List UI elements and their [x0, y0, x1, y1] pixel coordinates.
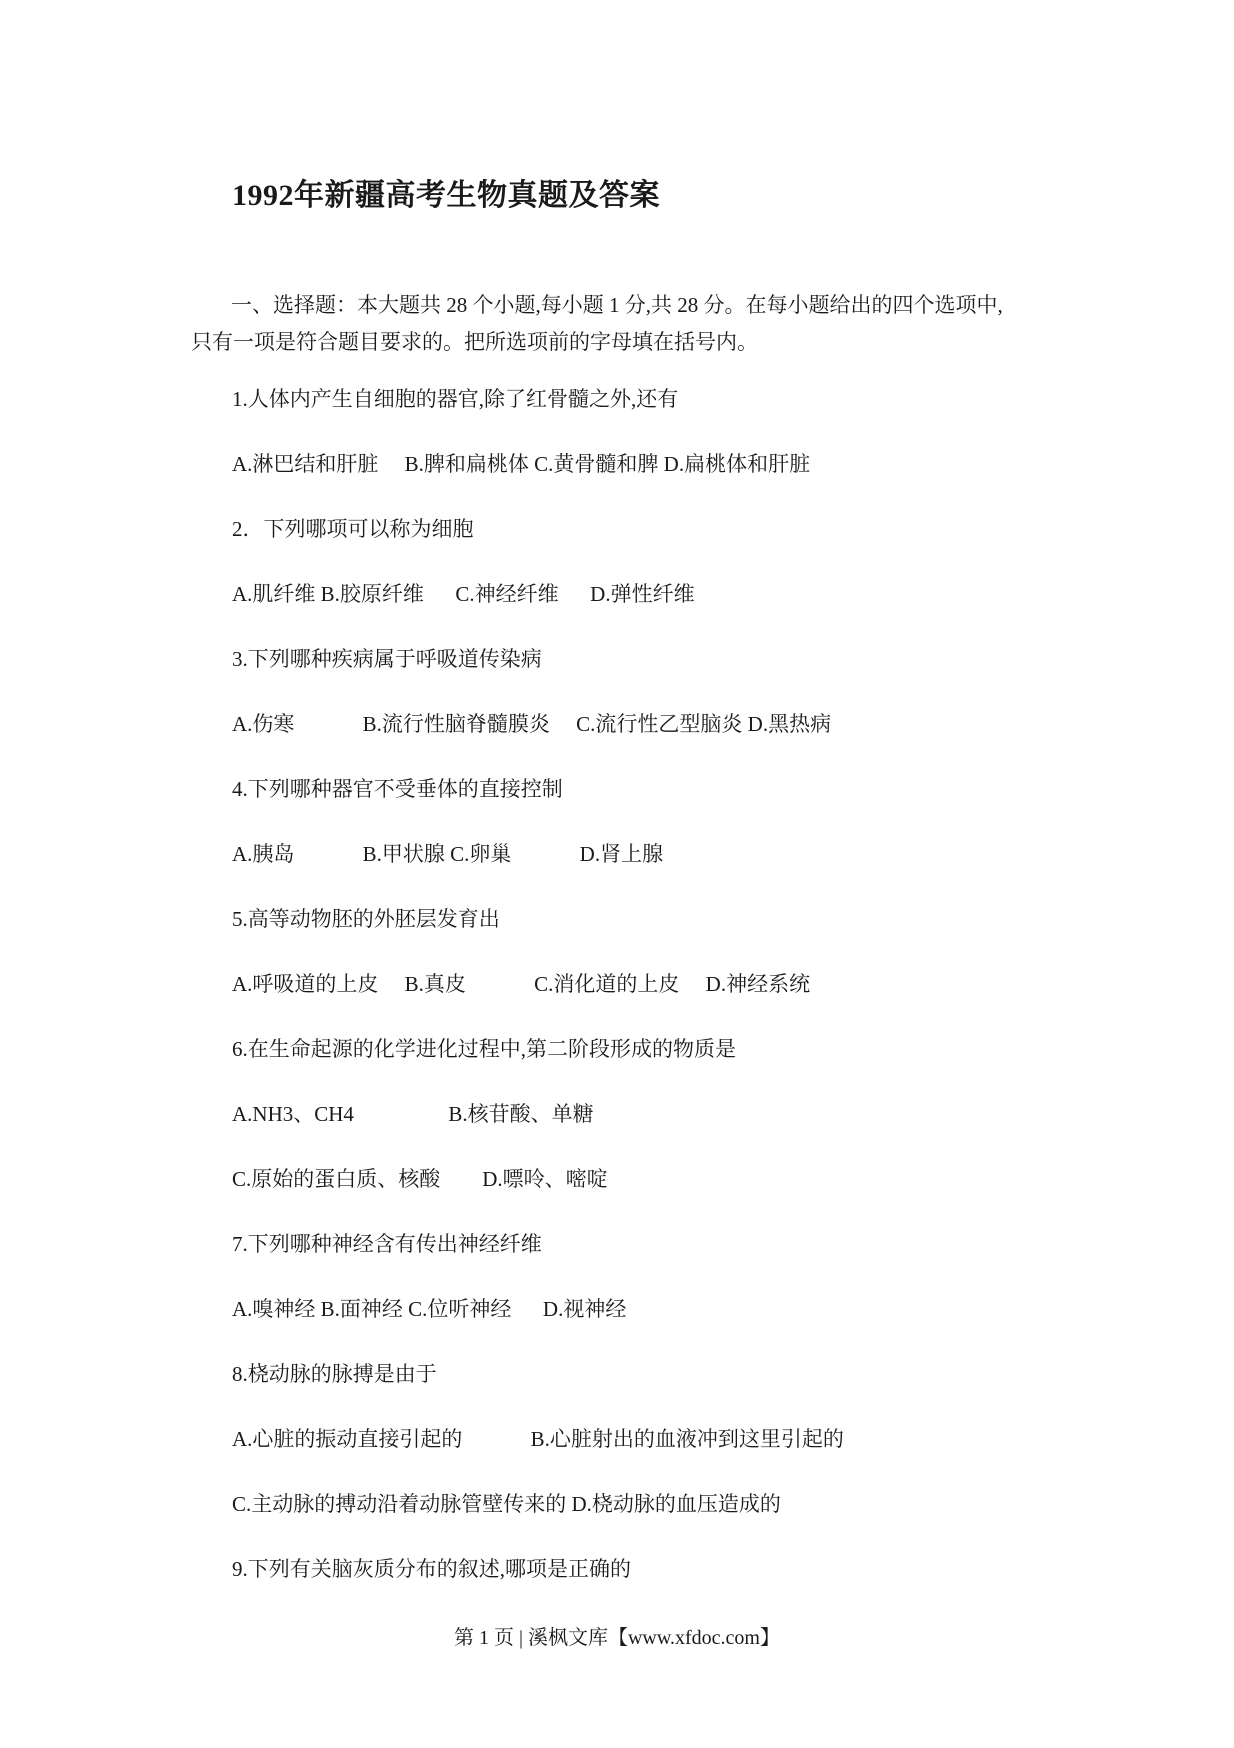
question-1: 1.人体内产生自细胞的器官,除了红骨髓之外,还有	[232, 387, 679, 411]
question-3: 3.下列哪种疾病属于呼吸道传染病	[232, 647, 542, 671]
intro-line-1: 一、选择题：本大题共 28 个小题,每小题 1 分,共 28 分。在每小题给出的四个选项中,	[231, 293, 1003, 317]
question-5-options: A.呼吸道的上皮 B.真皮 C.消化道的上皮 D.神经系统	[232, 972, 811, 996]
page-title: 1992年新疆高考生物真题及答案	[232, 179, 660, 212]
question-7: 7.下列哪种神经含有传出神经纤维	[232, 1232, 542, 1256]
question-2: 2．下列哪项可以称为细胞	[232, 517, 474, 541]
question-8-options-cd: C.主动脉的搏动沿着动脉管壁传来的 D.桡动脉的血压造成的	[232, 1492, 781, 1516]
question-5: 5.高等动物胚的外胚层发育出	[232, 907, 500, 931]
question-9: 9.下列有关脑灰质分布的叙述,哪项是正确的	[232, 1557, 631, 1581]
question-6-options-cd: C.原始的蛋白质、核酸 D.嘌呤、嘧啶	[232, 1167, 608, 1191]
question-7-options: A.嗅神经 B.面神经 C.位听神经 D.视神经	[232, 1297, 627, 1321]
question-3-options: A.伤寒 B.流行性脑脊髓膜炎 C.流行性乙型脑炎 D.黑热病	[232, 712, 832, 736]
question-8: 8.桡动脉的脉搏是由于	[232, 1362, 437, 1386]
section-intro	[191, 287, 1051, 361]
question-4-options: A.胰岛 B.甲状腺 C.卵巢 D.肾上腺	[232, 842, 664, 866]
question-8-options-ab: A.心脏的振动直接引起的 B.心脏射出的血液冲到这里引起的	[232, 1427, 844, 1451]
question-1-options: A.淋巴结和肝脏 B.脾和扁桃体 C.黄骨髓和脾 D.扁桃体和肝脏	[232, 452, 811, 476]
question-2-options: A.肌纤维 B.胶原纤维 C.神经纤维 D.弹性纤维	[232, 582, 695, 606]
question-6: 6.在生命起源的化学进化过程中,第二阶段形成的物质是	[232, 1037, 736, 1061]
question-4: 4.下列哪种器官不受垂体的直接控制	[232, 777, 563, 801]
question-6-options-ab: A.NH3、CH4 B.核苷酸、单糖	[232, 1102, 594, 1126]
intro-line-2: 只有一项是符合题目要求的。把所选项前的字母填在括号内。	[191, 330, 758, 354]
page-footer: 第 1 页 | 溪枫文库【www.xfdoc.com】	[453, 1627, 780, 1649]
